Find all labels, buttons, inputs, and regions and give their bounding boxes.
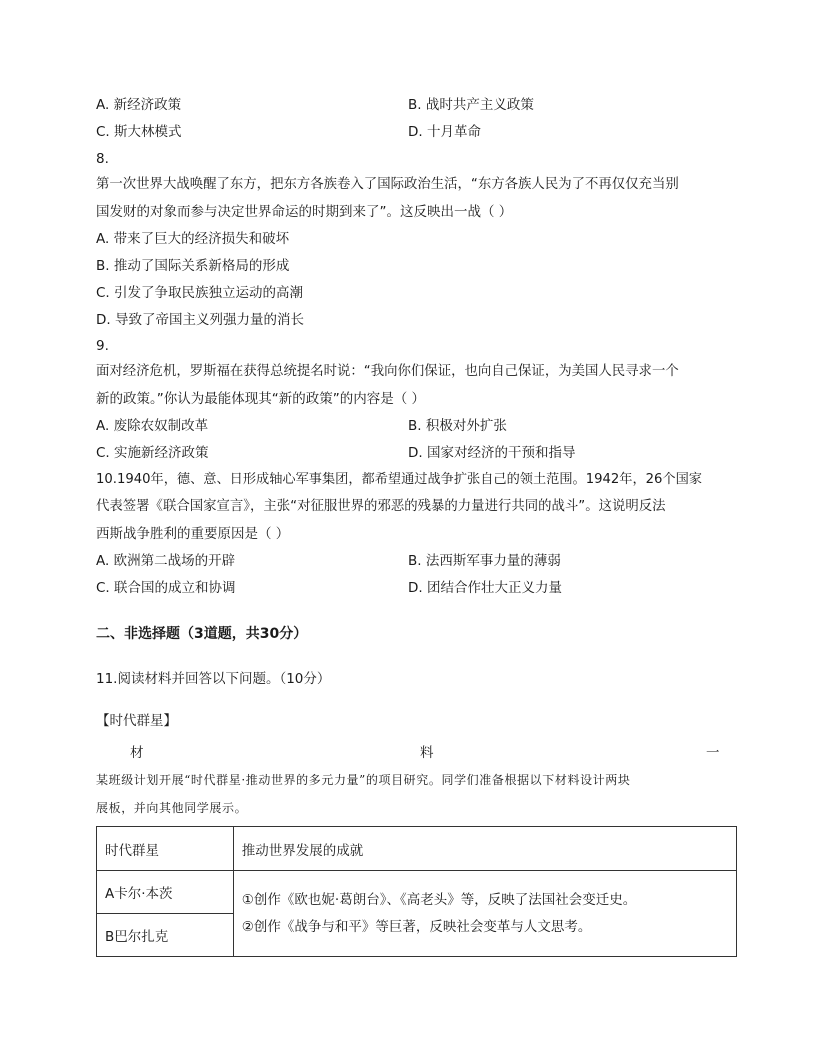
q9-option-b: B. 积极对外扩张	[408, 418, 507, 434]
section-title: 二、非选择题（3道题，共30分）	[96, 626, 308, 642]
q8-option-b: B. 推动了国际关系新格局的形成	[96, 258, 290, 274]
q9-stem-line1: 面对经济危机，罗斯福在获得总统提名时说：“我向你们保证，也向自己保证，为美国人民寻求一个	[96, 364, 679, 379]
achievements-cell	[233, 871, 736, 957]
table-row	[97, 871, 737, 914]
q8-option-a: A. 带来了巨大的经济损失和破坏	[96, 231, 290, 247]
q7-option-d: D. 十月革命	[408, 124, 481, 140]
material-label-char2: 料	[420, 745, 434, 761]
q10-option-d: D. 团结合作壮大正义力量	[408, 580, 562, 596]
q7-option-b: B. 战时共产主义政策	[408, 97, 534, 113]
q11-tag: 【时代群星】	[96, 713, 177, 729]
q11-stem: 11.阅读材料并回答以下问题。（10分）	[96, 671, 331, 687]
q10-option-c: C. 联合国的成立和协调	[96, 580, 236, 596]
q10-stem-line3: 西斯战争胜利的重要原因是（ ）	[96, 526, 290, 542]
header-cell-achievements: 推动世界发展的成就	[233, 827, 736, 871]
q9-number: 9.	[96, 338, 109, 354]
material-line2: 展板，并向其他同学展示。	[96, 801, 248, 815]
q7-option-a: A. 新经济政策	[96, 97, 182, 113]
q10-option-a: A. 欧洲第二战场的开辟	[96, 553, 236, 569]
material-label-char1: 材	[130, 745, 144, 761]
q9-option-c: C. 实施新经济政策	[96, 445, 209, 461]
q9-option-d: D. 国家对经济的干预和指导	[408, 445, 576, 461]
table-header-row	[97, 827, 737, 871]
row-a-name: A卡尔·本茨	[97, 871, 234, 914]
q10-stem-line2: 代表签署《联合国家宣言》，主张“对征服世界的邪恶的残暴的力量进行共同的战斗”。这说明反法	[96, 499, 666, 514]
achievements-table	[96, 826, 737, 957]
q9-option-a: A. 废除农奴制改革	[96, 418, 209, 434]
q8-number: 8.	[96, 151, 109, 167]
material-label-char3: 一	[706, 745, 720, 761]
q8-option-d: D. 导致了帝国主义列强力量的消长	[96, 312, 304, 328]
q8-stem-line1: 第一次世界大战唤醒了东方，把东方各族卷入了国际政治生活，“东方各族人民为了不再仅仅充当别	[96, 177, 679, 192]
q10-option-b: B. 法西斯军事力量的薄弱	[408, 553, 561, 569]
q10-stem-line1: 10.1940年，德、意、日形成轴心军事集团，都希望通过战争扩张自己的领土范围。1942年，26个国家	[96, 472, 702, 487]
q7-option-c: C. 斯大林模式	[96, 124, 182, 140]
row-b-name: B巴尔扎克	[97, 914, 234, 957]
q8-option-c: C. 引发了争取民族独立运动的高潮	[96, 285, 304, 301]
header-cell-stars: 时代群星	[97, 827, 234, 871]
achievement-1: ①创作《欧也妮·葛朗台》、《高老头》等，反映了法国社会变迁史。	[241, 892, 637, 908]
q8-stem-line2: 国发财的对象而参与决定世界命运的时期到来了”。这反映出一战（ ）	[96, 204, 513, 220]
q9-stem-line2: 新的政策。”你认为最能体现其“新的政策”的内容是（ ）	[96, 391, 426, 407]
achievement-2: ②创作《战争与和平》等巨著，反映社会变革与人文思考。	[241, 919, 592, 935]
material-line1: 某班级计划开展“时代群星·推动世界的多元力量”的项目研究。同学们准备根据以下材料设计两块	[96, 773, 631, 787]
